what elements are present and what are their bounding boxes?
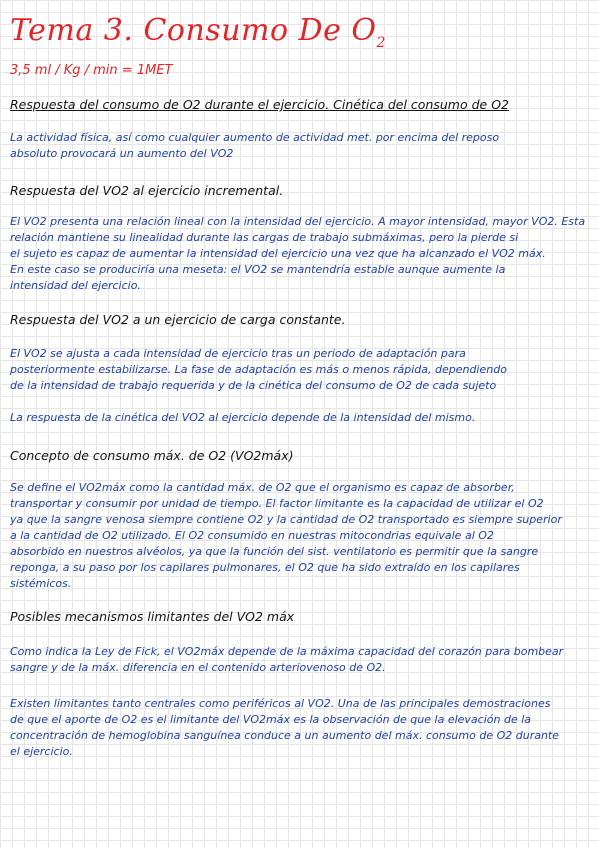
title-text: Tema 3. Consumo De O — [10, 13, 377, 48]
paragraph-line: el ejercicio. — [10, 745, 73, 758]
section-heading: Posibles mecanismos limitantes del VO2 máx — [10, 609, 295, 624]
paragraph-line: Se define el VO2máx como la cantidad máx. de O2 que el organismo es capaz de absorber, — [10, 481, 515, 494]
paragraph-line: transportar y consumir por unidad de tiempo. El factor limitante es la capacidad de utilizar el O2 — [10, 497, 544, 510]
title-subscript: 2 — [376, 35, 386, 51]
paragraph-line: El VO2 se ajusta a cada intensidad de ejercicio tras un periodo de adaptación para — [10, 347, 466, 360]
notes-page — [10, 12, 590, 758]
paragraph-line: relación mantiene su linealidad durante las cargas de trabajo submáximas, pero la pierde si — [10, 231, 519, 244]
section-paragraph — [10, 214, 588, 294]
paragraph-line: Como indica la Ley de Fick, el VO2máx depende de la máxima capacidad del corazón para bombear — [10, 645, 564, 658]
paragraph-line: reponga, a su paso por los capilares pulmonares, el O2 que ha sido extraído en los capilares — [10, 561, 520, 574]
paragraph-line: absoluto provocará un aumento del VO2 — [10, 147, 234, 160]
paragraph-line: ya que la sangre venosa siempre contiene O2 y la cantidad de O2 transportado es siempre superior — [10, 513, 562, 526]
paragraph-line: La respuesta de la cinética del VO2 al ejercicio depende de la intensidad del mismo. — [10, 411, 476, 424]
paragraph-line: concentración de hemoglobina sanguínea conduce a un aumento del máx. consumo de O2 durante — [10, 729, 560, 742]
section-paragraph — [10, 480, 588, 592]
section-paragraph — [10, 346, 588, 394]
paragraph-line: sistémicos. — [10, 577, 72, 590]
section-heading: Respuesta del VO2 al ejercicio incremental. — [10, 183, 284, 198]
paragraph-line: a la cantidad de O2 utilizado. El O2 consumido en nuestras mitocondrias equivale al O2 — [10, 529, 494, 542]
section-paragraph — [10, 644, 588, 676]
paragraph-line: el sujeto es capaz de aumentar la intensidad del ejercicio una vez que ha alcanzado el VO2 máx. — [10, 247, 546, 260]
page-title — [10, 12, 590, 56]
paragraph-line: El VO2 presenta una relación lineal con la intensidad del ejercicio. A mayor intensidad, mayor VO2. Esta — [10, 215, 586, 228]
section-paragraph — [10, 696, 588, 760]
paragraph-line: sangre y de la máx. diferencia en el contenido arteriovenoso de O2. — [10, 661, 386, 674]
section-heading: Respuesta del VO2 a un ejercicio de carga constante. — [10, 312, 346, 327]
section-paragraph — [10, 130, 588, 162]
paragraph-line: Existen limitantes tanto centrales como periféricos al VO2. Una de las principales demostraciones — [10, 697, 551, 710]
paragraph-line: La actividad física, así como cualquier aumento de actividad met. por encima del reposo — [10, 131, 500, 144]
paragraph-line: posteriormente estabilizarse. La fase de adaptación es más o menos rápida, dependiendo — [10, 363, 507, 376]
paragraph-line: de la intensidad de trabajo requerida y de la cinética del consumo de O2 de cada sujeto — [10, 379, 497, 392]
paragraph-line: de que el aporte de O2 es el limitante del VO2máx es la observación de que la elevación de la — [10, 713, 532, 726]
section-heading: Concepto de consumo máx. de O2 (VO2máx) — [10, 448, 294, 463]
section-heading: Respuesta del consumo de O2 durante el ejercicio. Cinética del consumo de O2 — [10, 97, 509, 112]
paragraph-line: intensidad del ejercicio. — [10, 279, 141, 292]
paragraph-line: absorbido en nuestros alvéolos, ya que la función del sist. ventilatorio es permitir que la sangre — [10, 545, 539, 558]
paragraph-line: En este caso se produciría una meseta: el VO2 se mantendría estable aunque aumente la — [10, 263, 506, 276]
met-definition: 3,5 ml / Kg / min = 1MET — [10, 63, 173, 78]
section-paragraph — [10, 410, 588, 426]
